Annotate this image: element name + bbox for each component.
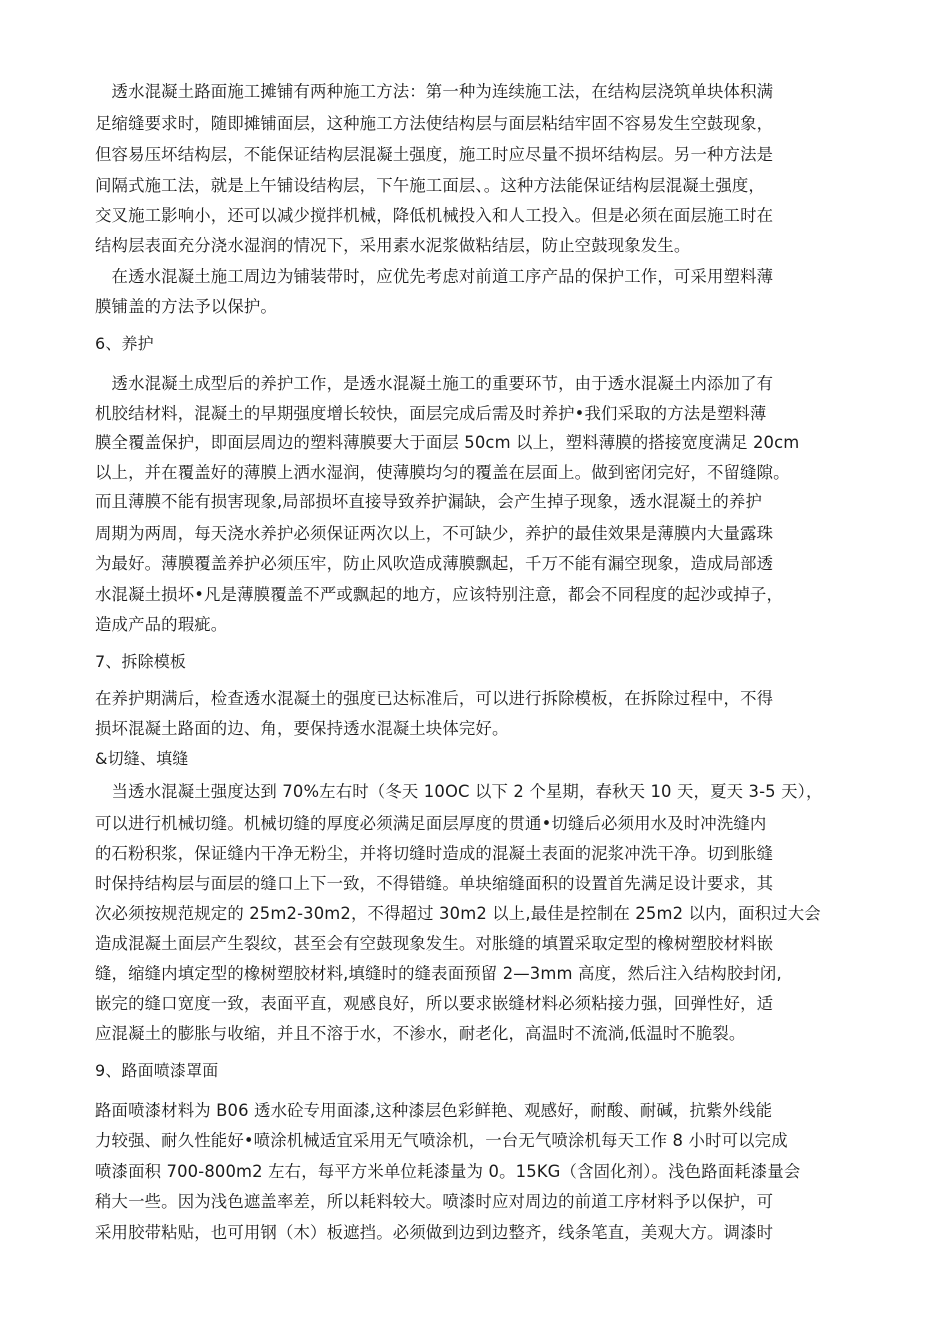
para6-line-5: 采用胶带粘贴，也可用钢（木）板遮挡。必须做到边到边整齐，线条笔直，美观大方。调漆时 bbox=[95, 1223, 774, 1242]
para3-line-4: 以上，并在覆盖好的薄膜上洒水湿润，使薄膜均匀的覆盖在层面上。做到密闭完好，不留缝隙。 bbox=[95, 463, 790, 482]
para3-line-3: 膜全覆盖保护，即面层周边的塑料薄膜要大于面层 50cm 以上，塑料薄膜的搭接宽度满足 20cm bbox=[95, 433, 800, 452]
section-heading-9: 9、路面喷漆罩面 bbox=[95, 1061, 219, 1080]
para5-line-3: 的石粉积浆，保证缝内干净无粉尘，并将切缝时造成的混凝土表面的泥浆冲洗干净。切到胀缝 bbox=[95, 844, 774, 863]
para6-line-2: 力较强、耐久性能好•喷涂机械适宜采用无气喷涂机，一台无气喷涂机每天工作 8 小时可以完成 bbox=[95, 1131, 788, 1150]
para3-line-9: 造成产品的瑕疵。 bbox=[95, 615, 228, 634]
para3-line-2: 机胶结材料，混凝土的早期强度增长较快，面层完成后需及时养护•我们采取的方法是塑料薄 bbox=[95, 404, 767, 423]
section-heading-8: &切缝、填缝 bbox=[95, 749, 189, 768]
para5-line-4: 时保持结构层与面层的缝口上下一致，不得错缝。单块缩缝面积的设置首先满足设计要求，其 bbox=[95, 874, 774, 893]
para3-line-6: 周期为两周，每天浇水养护必须保证两次以上，不可缺少，养护的最佳效果是薄膜内大量露珠 bbox=[95, 524, 774, 543]
para4-line-2: 损坏混凝土路面的边、角，要保持透水混凝土块体完好。 bbox=[95, 719, 509, 738]
para2-line-1: 在透水混凝土施工周边为铺装带时，应优先考虑对前道工序产品的保护工作，可采用塑料薄 bbox=[95, 267, 774, 286]
para6-line-1: 路面喷漆材料为 B06 透水砼专用面漆,这种漆层色彩鲜艳、观感好，耐酸、耐碱，抗紫外线能 bbox=[95, 1101, 773, 1120]
para5-line-9: 应混凝土的膨胀与收缩，并且不溶于水，不渗水，耐老化，高温时不流淌,低温时不脆裂。 bbox=[95, 1024, 746, 1043]
section-heading-6: 6、养护 bbox=[95, 334, 154, 353]
para5-line-2: 可以进行机械切缝。机械切缝的厚度必须满足面层厚度的贯通•切缝后必须用水及时冲洗缝内 bbox=[95, 814, 767, 833]
para1-line-3: 但容易压坏结构层，不能保证结构层混凝土强度，施工时应尽量不损坏结构层。另一种方法是 bbox=[95, 145, 774, 164]
para5-line-1: 当透水混凝土强度达到 70%左右时（冬天 10OC 以下 2 个星期，春秋天 10 天，夏天 3-5 天）， bbox=[95, 782, 823, 801]
para3-line-5: 而且薄膜不能有损害现象,局部损坏直接导致养护漏缺，会产生掉子现象，透水混凝土的养护 bbox=[95, 492, 762, 511]
para1-line-6: 结构层表面充分浇水湿润的情况下，采用素水泥浆做粘结层，防止空鼓现象发生。 bbox=[95, 236, 691, 255]
para1-line-5: 交叉施工影响小，还可以减少搅拌机械，降低机械投入和人工投入。但是必须在面层施工时在 bbox=[95, 206, 774, 225]
para5-line-5: 次必须按规范规定的 25m2-30m2，不得超过 30m2 以上,最佳是控制在 25m2 以内，面积过大会 bbox=[95, 904, 821, 923]
para1-line-1: 透水混凝土路面施工摊铺有两种施工方法：第一种为连续施工法，在结构层浇筑单块体积满 bbox=[95, 82, 774, 101]
para1-line-2: 足缩缝要求时，随即摊铺面层，这种施工方法使结构层与面层粘结牢固不容易发生空鼓现象， bbox=[95, 114, 774, 133]
para5-line-8: 嵌完的缝口宽度一致，表面平直，观感良好，所以要求嵌缝材料必须粘接力强，回弹性好，适 bbox=[95, 994, 774, 1013]
para3-line-8: 水混凝土损坏•凡是薄膜覆盖不严或飘起的地方，应该特别注意，都会不同程度的起沙或掉子， bbox=[95, 585, 783, 604]
section-heading-7: 7、拆除模板 bbox=[95, 652, 187, 671]
para6-line-3: 喷漆面积 700-800m2 左右，每平方米单位耗漆量为 0。15KG（含固化剂）。浅色路面耗漆量会 bbox=[95, 1162, 801, 1181]
para2-line-2: 膜铺盖的方法予以保护。 bbox=[95, 297, 277, 316]
para3-line-7: 为最好。薄膜覆盖养护必须压牢，防止风吹造成薄膜飘起，千万不能有漏空现象，造成局部透 bbox=[95, 554, 774, 573]
para6-line-4: 稍大一些。因为浅色遮盖率差，所以耗料较大。喷漆时应对周边的前道工序材料予以保护，可 bbox=[95, 1192, 774, 1211]
para1-line-4: 间隔式施工法，就是上午铺设结构层，下午施工面层、。这种方法能保证结构层混凝土强度， bbox=[95, 176, 765, 195]
para5-line-7: 缝，缩缝内填定型的橡树塑胶材料,填缝时的缝表面预留 2—3mm 高度，然后注入结构胶封闭, bbox=[95, 964, 782, 983]
para3-line-1: 透水混凝土成型后的养护工作，是透水混凝土施工的重要环节，由于透水混凝土内添加了有 bbox=[95, 374, 774, 393]
para4-line-1: 在养护期满后，检查透水混凝土的强度已达标准后，可以进行拆除模板，在拆除过程中，不得 bbox=[95, 689, 774, 708]
para5-line-6: 造成混凝土面层产生裂纹，甚至会有空鼓现象发生。对胀缝的填置采取定型的橡树塑胶材料嵌 bbox=[95, 934, 774, 953]
